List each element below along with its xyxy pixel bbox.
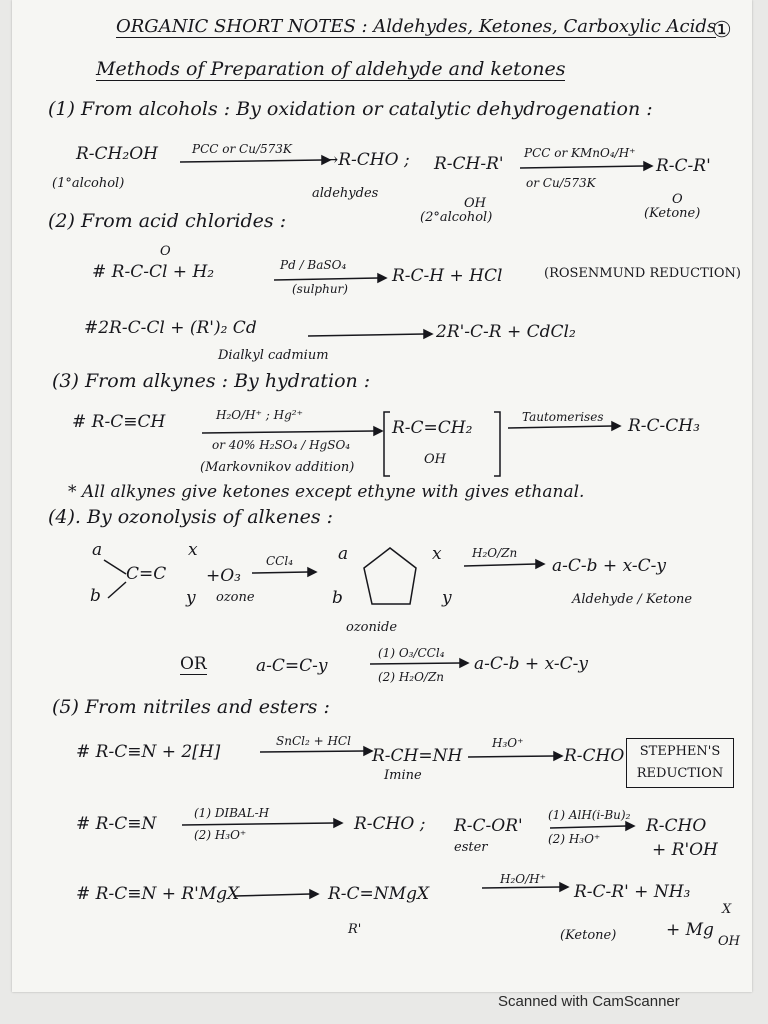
scanner-watermark: Scanned with CamScanner xyxy=(498,993,680,1010)
s3-bottom: or 40% H₂SO₄ / HgSO₄ xyxy=(212,438,351,452)
s4-plus-o3: +O₃ xyxy=(206,566,241,586)
s5-eq3-note: (Ketone) xyxy=(560,928,617,943)
s5-eq2-rhs3: + R'OH xyxy=(652,840,718,860)
s4-or-rhs: a-C-b + x-C-y xyxy=(474,654,588,674)
s4-ozone: ozone xyxy=(216,590,255,605)
s4-or-bottom: (2) H₂O/Zn xyxy=(378,670,445,684)
s1-prod2: R-C-R' xyxy=(656,156,711,176)
s2-eq1-top: Pd / BaSO₄ xyxy=(280,258,347,272)
s3-top: H₂O/H⁺ ; Hg²⁺ xyxy=(216,408,303,422)
section-heading-3: (3) From alkynes : By hydration : xyxy=(52,370,371,392)
s5-eq1-top2: H₃O⁺ xyxy=(492,736,524,750)
s1-arrow2-top: PCC or KMnO₄/H⁺ xyxy=(524,146,636,160)
s5-eq2-ester-note: ester xyxy=(454,840,488,855)
section-heading-2: (2) From acid chlorides : xyxy=(48,210,287,232)
s5-eq3-mid: R-C=NMgX xyxy=(328,884,430,904)
page-title: ORGANIC SHORT NOTES : Aldehydes, Ketones, Carboxylic Acids xyxy=(116,16,717,37)
s3-rhs: R-C-CH₃ xyxy=(628,416,700,436)
s3-tautomer: Tautomerises xyxy=(522,410,604,424)
s1-note1: (1°alcohol) xyxy=(52,176,125,191)
s3-intermediate: R-C=CH₂ xyxy=(392,418,473,438)
s4-a: a xyxy=(92,540,103,560)
s4-ozonide-b: b xyxy=(332,588,343,608)
s5-eq2-bottom2: (2) H₃O⁺ xyxy=(548,832,601,846)
section-heading-4: (4). By ozonolysis of alkenes : xyxy=(48,506,334,528)
s4-ozonide-a: a xyxy=(338,544,349,564)
s1-lhs2: R-CH-R' xyxy=(434,154,504,174)
s3-lhs: # R-C≡CH xyxy=(72,412,166,432)
s4-alkene: C=C xyxy=(126,564,167,584)
s4-y: y xyxy=(186,588,196,608)
s4-ozonide-y: y xyxy=(442,588,452,608)
s1-o: O xyxy=(672,192,683,207)
s5-eq3-lhs: # R-C≡N + R'MgX xyxy=(76,884,240,904)
s5-eq1-top: SnCl₂ + HCl xyxy=(276,734,351,748)
s2-eq1-rhs: R-C-H + HCl xyxy=(392,266,503,286)
page-subtitle: Methods of Preparation of aldehyde and ketones xyxy=(96,58,566,80)
s5-eq3-mg-x: X xyxy=(722,902,732,917)
s2-eq1-lhs: # R-C-Cl + H₂ xyxy=(92,262,215,282)
s1-arrow1-label: PCC or Cu/573K xyxy=(192,142,292,156)
s5-eq3-mg-oh: OH xyxy=(718,934,740,949)
s4-zn: H₂O/Zn xyxy=(472,546,518,560)
s1-prod1: →R-CHO ; xyxy=(324,150,410,170)
s4-or-top: (1) O₃/CCl₄ xyxy=(378,646,445,660)
s4-rhs1: a-C-b + x-C-y xyxy=(552,556,666,576)
s4-b: b xyxy=(90,586,101,606)
s5-eq3-mg: + Mg xyxy=(666,920,714,940)
s5-eq2-rhs: R-CHO ; xyxy=(354,814,426,834)
s1-note2: aldehydes xyxy=(312,186,379,201)
s4-ozonide-x: x xyxy=(432,544,442,564)
s2-eq1-name: (ROSENMUND REDUCTION) xyxy=(544,266,741,281)
s5-eq2-ester: R-C-OR' xyxy=(454,816,523,836)
s5-eq1-lhs: # R-C≡N + 2[H] xyxy=(76,742,221,762)
s2-eq2-lhs: #2R-C-Cl + (R')₂ Cd xyxy=(84,318,257,338)
s2-eq1-o: O xyxy=(160,244,171,259)
s5-eq2-rhs2: R-CHO xyxy=(646,816,707,836)
s5-eq1-mid: R-CH=NH xyxy=(372,746,463,766)
page-number: ① xyxy=(712,18,732,43)
s4-ccl4: CCl₄ xyxy=(266,554,294,568)
notes-page xyxy=(12,0,752,992)
s1-oh: OH xyxy=(464,196,486,211)
s3-note: (Markovnikov addition) xyxy=(200,460,355,475)
s5-eq1-rhs: R-CHO xyxy=(564,746,625,766)
s5-eq3-rhs: R-C-R' + NH₃ xyxy=(574,882,691,902)
s1-lhs: R-CH₂OH xyxy=(76,144,158,164)
s5-eq1-name: STEPHEN'S REDUCTION xyxy=(626,738,734,788)
s5-eq1-mid-note: Imine xyxy=(384,768,422,783)
s5-eq2-bottom: (2) H₃O⁺ xyxy=(194,828,247,842)
s1-note3: (2°alcohol) xyxy=(420,210,493,225)
s4-or-lhs: a-C=C-y xyxy=(256,656,328,676)
s5-eq2-top: (1) DIBAL-H xyxy=(194,806,270,820)
s1-note4: (Ketone) xyxy=(644,206,701,221)
s2-eq1-bottom: (sulphur) xyxy=(292,282,348,296)
section-heading-5: (5) From nitriles and esters : xyxy=(52,696,330,718)
s4-x: x xyxy=(188,540,198,560)
s3-oh: OH xyxy=(424,452,446,467)
s5-eq3-top: H₂O/H⁺ xyxy=(500,872,546,886)
s2-eq2-rhs: 2R'-C-R + CdCl₂ xyxy=(436,322,576,342)
s1-arrow2-bottom: or Cu/573K xyxy=(526,176,596,190)
s5-eq2-top2: (1) AlH(i-Bu)₂ xyxy=(548,808,631,822)
s4-or: OR xyxy=(180,654,207,674)
s3-statement: * All alkynes give ketones except ethyne with gives ethanal. xyxy=(68,482,585,502)
s5-eq2-lhs: # R-C≡N xyxy=(76,814,157,834)
s5-eq3-rprime: R' xyxy=(348,922,362,937)
s4-rhs-note: Aldehyde / Ketone xyxy=(572,592,693,607)
s2-eq2-note: Dialkyl cadmium xyxy=(218,348,329,363)
section-heading-1: (1) From alcohols : By oxidation or catalytic dehydrogenation : xyxy=(48,98,653,120)
s4-ozonide-label: ozonide xyxy=(346,620,398,635)
